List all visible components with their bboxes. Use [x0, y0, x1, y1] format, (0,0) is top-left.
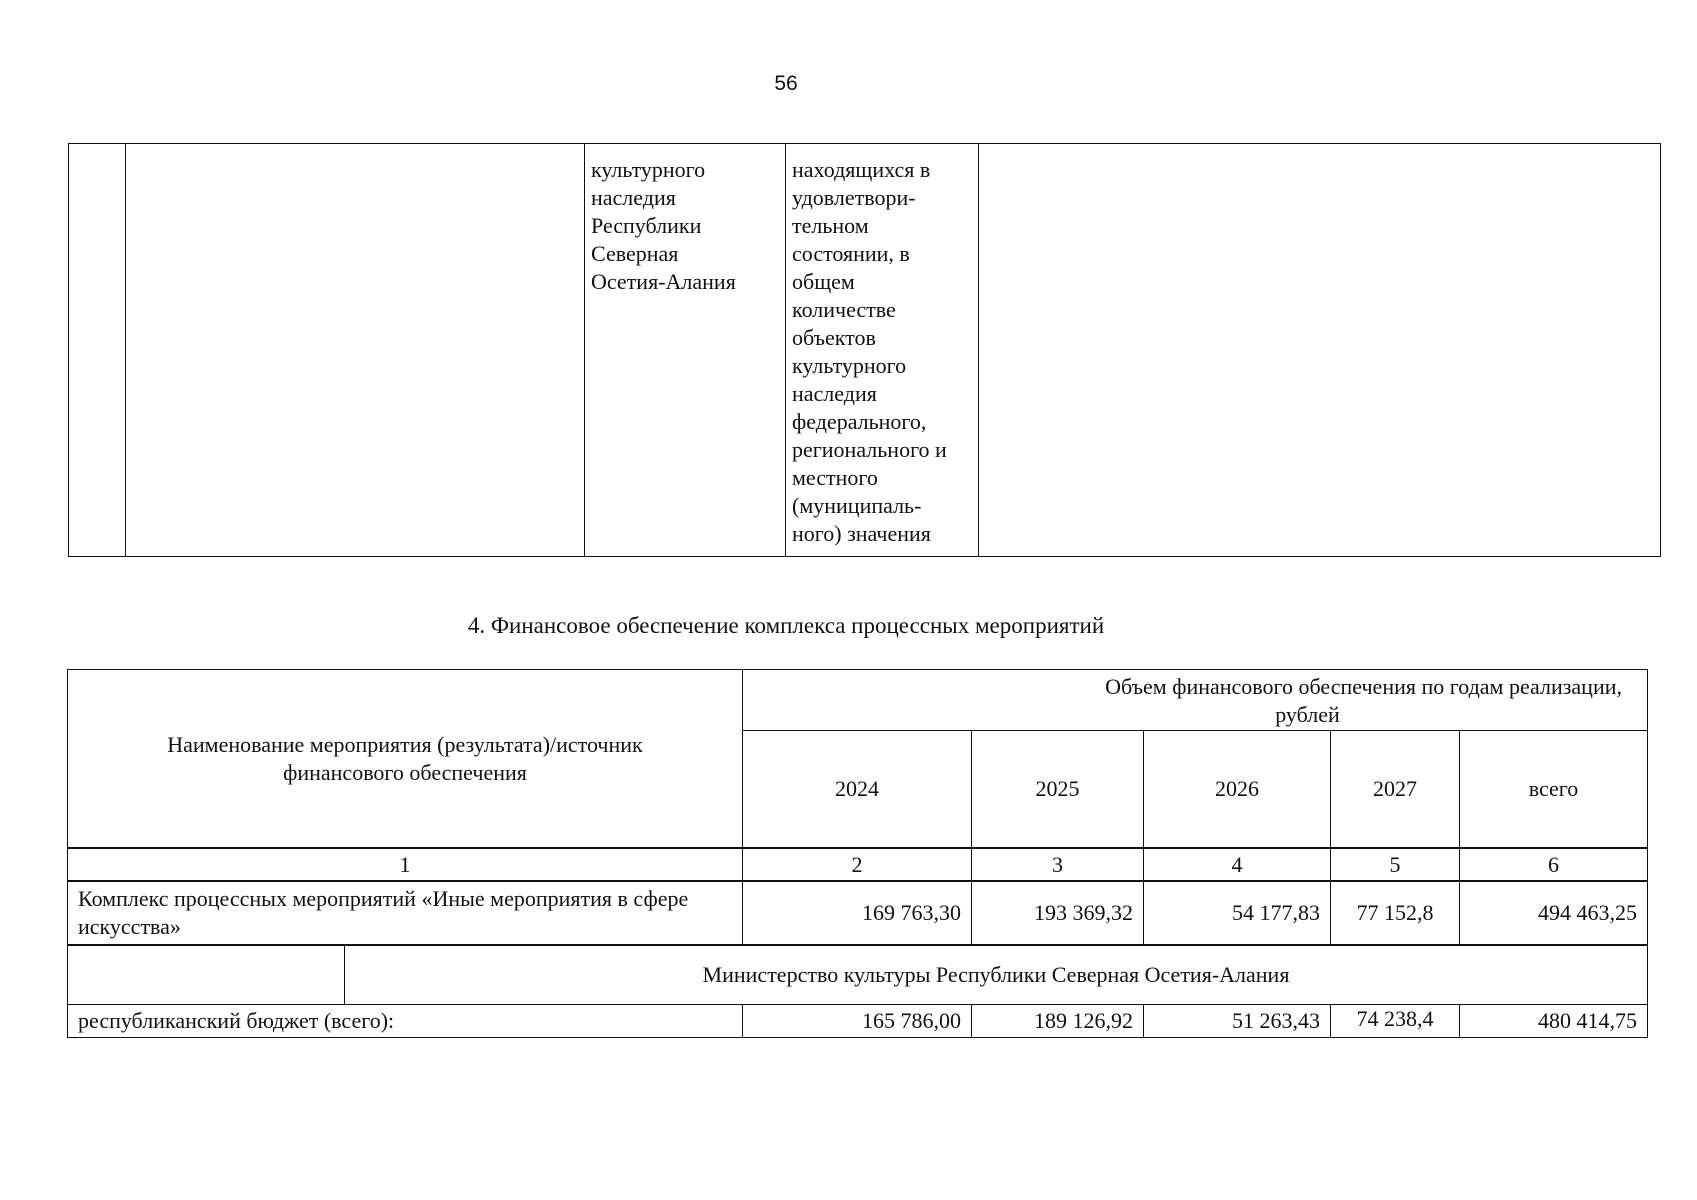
col-number-1: 1: [68, 848, 743, 881]
col-number-4: 4: [1144, 848, 1331, 881]
finance-table: [67, 669, 1648, 1038]
year-total: всего: [1460, 731, 1648, 849]
budget-value-2025: 189 126,92: [972, 1005, 1144, 1038]
header-name-label: Наименование мероприятия (результата)/источник финансового обеспечения: [167, 731, 643, 785]
table-row: [68, 881, 1648, 945]
complex-name: Комплекс процессных мероприятий «Иные мероприятия в сфере искусства»: [68, 881, 743, 945]
page-number: 56: [774, 72, 798, 95]
cont-cell-2: [126, 144, 585, 557]
complex-value-2024: 169 763,30: [743, 881, 972, 945]
header-volume-cell: [743, 670, 1648, 731]
budget-value-total: 480 414,75: [1460, 1005, 1648, 1038]
budget-value-2026: 51 263,43: [1144, 1005, 1331, 1038]
cont-cell-3: культурного наследия Республики Северная Осетия-Алания: [585, 144, 786, 557]
section-title: 4. Финансовое обеспечение комплекса процессных мероприятий: [467, 613, 1105, 638]
year-2026: 2026: [1144, 731, 1331, 849]
cont-cell-5: [979, 144, 1661, 557]
complex-value-2025: 193 369,32: [972, 881, 1144, 945]
continuation-table: [68, 143, 1661, 557]
col-number-6: 6: [1460, 848, 1648, 881]
col-number-2: 2: [743, 848, 972, 881]
ministry-name: Министерство культуры Республики Северная Осетия-Алания: [345, 945, 1648, 1005]
cont-cell-1: [69, 144, 126, 557]
table-row: [68, 1005, 1648, 1038]
header-name-cell: [68, 670, 743, 849]
year-2027: 2027: [1331, 731, 1460, 849]
complex-value-total: 494 463,25: [1460, 881, 1648, 945]
budget-value-2024: 165 786,00: [743, 1005, 972, 1038]
header-volume-line1: Объем финансового обеспечения по годам реализации,: [1105, 674, 1623, 699]
table-row: [68, 945, 1648, 1005]
col-number-3: 3: [972, 848, 1144, 881]
year-2025: 2025: [972, 731, 1144, 849]
header-volume-line2: рублей: [1275, 702, 1340, 727]
col-number-5: 5: [1331, 848, 1460, 881]
year-2024: 2024: [743, 731, 972, 849]
cont-cell-4: находящихся в удовлетвори- тельном состоянии, в общем количестве объектов культурного наследия федерального, регионального и местного (муниципаль- ного) значения: [786, 144, 979, 557]
budget-name: республиканский бюджет (всего):: [68, 1005, 743, 1038]
complex-value-2026: 54 177,83: [1144, 881, 1331, 945]
complex-value-2027: 77 152,8: [1331, 881, 1460, 945]
ministry-empty-cell: [68, 945, 345, 1005]
budget-value-2027: 74 238,4: [1331, 1005, 1460, 1038]
